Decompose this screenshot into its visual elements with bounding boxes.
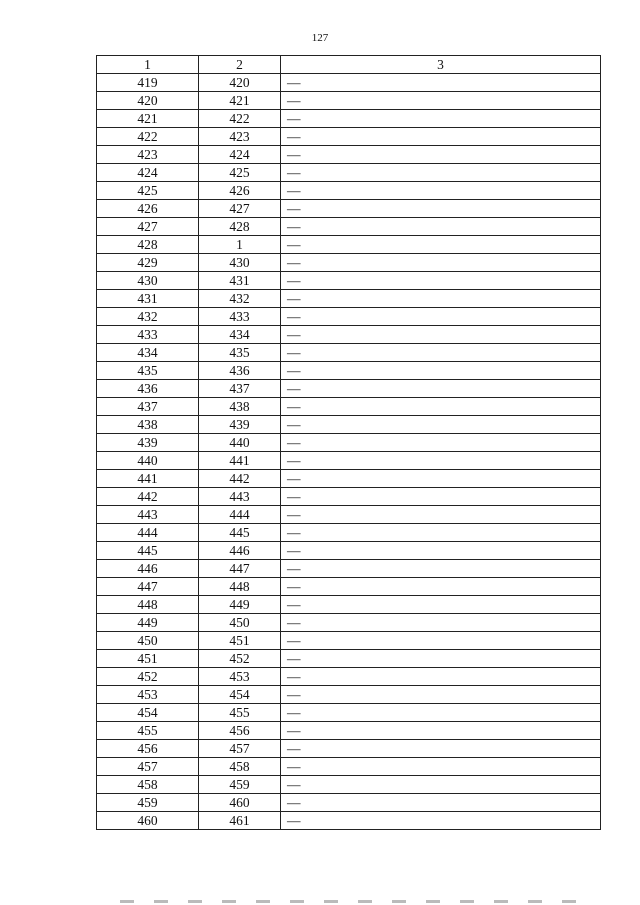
cell-col-2: 448 (199, 578, 281, 596)
cell-col-3: — (281, 308, 601, 326)
cell-col-2: 460 (199, 794, 281, 812)
cell-col-2: 445 (199, 524, 281, 542)
cell-col-2: 434 (199, 326, 281, 344)
cell-col-1: 421 (97, 110, 199, 128)
table-row (97, 110, 601, 128)
cell-col-2: 461 (199, 812, 281, 830)
cell-col-3: — (281, 776, 601, 794)
cell-col-2: 453 (199, 668, 281, 686)
table-row (97, 578, 601, 596)
cell-col-3: — (281, 812, 601, 830)
table-body (97, 74, 601, 830)
cell-col-3: — (281, 668, 601, 686)
cell-col-3: — (281, 578, 601, 596)
table-row (97, 200, 601, 218)
cell-col-2: 451 (199, 632, 281, 650)
cell-col-1: 435 (97, 362, 199, 380)
cell-col-2: 435 (199, 344, 281, 362)
cell-col-3: — (281, 398, 601, 416)
cell-col-1: 419 (97, 74, 199, 92)
table-row (97, 290, 601, 308)
cell-col-1: 454 (97, 704, 199, 722)
table-row (97, 380, 601, 398)
table-row (97, 488, 601, 506)
cell-col-1: 431 (97, 290, 199, 308)
cell-col-1: 442 (97, 488, 199, 506)
cell-col-1: 428 (97, 236, 199, 254)
cell-col-2: 433 (199, 308, 281, 326)
table-row (97, 74, 601, 92)
cell-col-3: — (281, 344, 601, 362)
cell-col-1: 436 (97, 380, 199, 398)
cell-col-1: 430 (97, 272, 199, 290)
cell-col-1: 423 (97, 146, 199, 164)
cell-col-2: 440 (199, 434, 281, 452)
cell-col-1: 429 (97, 254, 199, 272)
table-row (97, 272, 601, 290)
cell-col-1: 446 (97, 560, 199, 578)
table-row (97, 686, 601, 704)
cell-col-1: 426 (97, 200, 199, 218)
cell-col-2: 449 (199, 596, 281, 614)
cell-col-2: 439 (199, 416, 281, 434)
cell-col-1: 458 (97, 776, 199, 794)
cell-col-3: — (281, 380, 601, 398)
cell-col-1: 443 (97, 506, 199, 524)
cell-col-2: 450 (199, 614, 281, 632)
table-row (97, 758, 601, 776)
cell-col-1: 438 (97, 416, 199, 434)
cell-col-3: — (281, 614, 601, 632)
cell-col-2: 421 (199, 92, 281, 110)
table-row (97, 344, 601, 362)
cell-col-1: 440 (97, 452, 199, 470)
cell-col-2: 458 (199, 758, 281, 776)
table-row (97, 794, 601, 812)
cell-col-2: 459 (199, 776, 281, 794)
cell-col-3: — (281, 254, 601, 272)
cell-col-1: 460 (97, 812, 199, 830)
cell-col-3: — (281, 704, 601, 722)
cell-col-3: — (281, 632, 601, 650)
cell-col-1: 425 (97, 182, 199, 200)
cell-col-2: 431 (199, 272, 281, 290)
cell-col-3: — (281, 218, 601, 236)
cell-col-3: — (281, 416, 601, 434)
column-header-1: 1 (97, 56, 199, 74)
cell-col-2: 422 (199, 110, 281, 128)
table-row (97, 614, 601, 632)
cell-col-1: 445 (97, 542, 199, 560)
cell-col-3: — (281, 434, 601, 452)
table-row (97, 308, 601, 326)
cell-col-2: 430 (199, 254, 281, 272)
cell-col-1: 424 (97, 164, 199, 182)
cell-col-2: 457 (199, 740, 281, 758)
cell-col-2: 454 (199, 686, 281, 704)
cell-col-2: 442 (199, 470, 281, 488)
table-row (97, 164, 601, 182)
cell-col-2: 456 (199, 722, 281, 740)
cell-col-3: — (281, 452, 601, 470)
column-header-2: 2 (199, 56, 281, 74)
cell-col-3: — (281, 758, 601, 776)
cell-col-3: — (281, 92, 601, 110)
table-row (97, 704, 601, 722)
cell-col-3: — (281, 74, 601, 92)
cell-col-3: — (281, 164, 601, 182)
cell-col-3: — (281, 200, 601, 218)
data-table (96, 55, 601, 830)
column-header-3: 3 (281, 56, 601, 74)
table-row (97, 416, 601, 434)
cell-col-1: 439 (97, 434, 199, 452)
cell-col-1: 447 (97, 578, 199, 596)
table-row (97, 812, 601, 830)
cell-col-2: 426 (199, 182, 281, 200)
cell-col-3: — (281, 110, 601, 128)
cell-col-3: — (281, 650, 601, 668)
cell-col-2: 428 (199, 218, 281, 236)
cell-col-1: 448 (97, 596, 199, 614)
table-row (97, 92, 601, 110)
cell-col-2: 1 (199, 236, 281, 254)
table-row (97, 452, 601, 470)
cell-col-3: — (281, 362, 601, 380)
table-row (97, 668, 601, 686)
cell-col-1: 422 (97, 128, 199, 146)
cell-col-2: 438 (199, 398, 281, 416)
cell-col-1: 441 (97, 470, 199, 488)
cell-col-3: — (281, 182, 601, 200)
cell-col-1: 449 (97, 614, 199, 632)
cell-col-1: 444 (97, 524, 199, 542)
table-row (97, 236, 601, 254)
cell-col-2: 446 (199, 542, 281, 560)
cell-col-3: — (281, 596, 601, 614)
cell-col-2: 444 (199, 506, 281, 524)
cell-col-2: 436 (199, 362, 281, 380)
cell-col-3: — (281, 326, 601, 344)
cell-col-1: 456 (97, 740, 199, 758)
table-row (97, 776, 601, 794)
table-row (97, 146, 601, 164)
table-row (97, 434, 601, 452)
table-row (97, 182, 601, 200)
cell-col-3: — (281, 686, 601, 704)
table-row (97, 596, 601, 614)
table-row (97, 398, 601, 416)
cell-col-2: 424 (199, 146, 281, 164)
cell-col-1: 434 (97, 344, 199, 362)
cell-col-1: 433 (97, 326, 199, 344)
cell-col-2: 441 (199, 452, 281, 470)
table-row (97, 362, 601, 380)
table-row (97, 506, 601, 524)
table-row (97, 326, 601, 344)
table-row (97, 470, 601, 488)
cell-col-2: 443 (199, 488, 281, 506)
cell-col-1: 432 (97, 308, 199, 326)
scan-artifact (120, 900, 590, 903)
cell-col-3: — (281, 794, 601, 812)
cell-col-2: 423 (199, 128, 281, 146)
cell-col-2: 447 (199, 560, 281, 578)
cell-col-1: 452 (97, 668, 199, 686)
cell-col-2: 420 (199, 74, 281, 92)
cell-col-3: — (281, 506, 601, 524)
cell-col-3: — (281, 272, 601, 290)
table-row (97, 560, 601, 578)
cell-col-3: — (281, 488, 601, 506)
table-row (97, 254, 601, 272)
cell-col-1: 451 (97, 650, 199, 668)
cell-col-1: 450 (97, 632, 199, 650)
table-row (97, 542, 601, 560)
cell-col-3: — (281, 290, 601, 308)
table-row (97, 722, 601, 740)
table-row (97, 632, 601, 650)
cell-col-3: — (281, 740, 601, 758)
cell-col-3: — (281, 146, 601, 164)
cell-col-2: 432 (199, 290, 281, 308)
cell-col-2: 427 (199, 200, 281, 218)
cell-col-2: 425 (199, 164, 281, 182)
table-row (97, 218, 601, 236)
cell-col-1: 437 (97, 398, 199, 416)
cell-col-1: 453 (97, 686, 199, 704)
table-row (97, 128, 601, 146)
cell-col-2: 455 (199, 704, 281, 722)
cell-col-3: — (281, 722, 601, 740)
cell-col-1: 459 (97, 794, 199, 812)
table-row (97, 740, 601, 758)
table-header (97, 56, 601, 74)
table-row (97, 524, 601, 542)
cell-col-3: — (281, 560, 601, 578)
cell-col-3: — (281, 236, 601, 254)
cell-col-3: — (281, 128, 601, 146)
cell-col-2: 452 (199, 650, 281, 668)
cell-col-3: — (281, 524, 601, 542)
cell-col-1: 457 (97, 758, 199, 776)
cell-col-3: — (281, 470, 601, 488)
cell-col-1: 420 (97, 92, 199, 110)
header-row (97, 56, 601, 74)
cell-col-1: 455 (97, 722, 199, 740)
cell-col-2: 437 (199, 380, 281, 398)
table-row (97, 650, 601, 668)
page-number: 127 (311, 32, 329, 44)
cell-col-3: — (281, 542, 601, 560)
cell-col-1: 427 (97, 218, 199, 236)
